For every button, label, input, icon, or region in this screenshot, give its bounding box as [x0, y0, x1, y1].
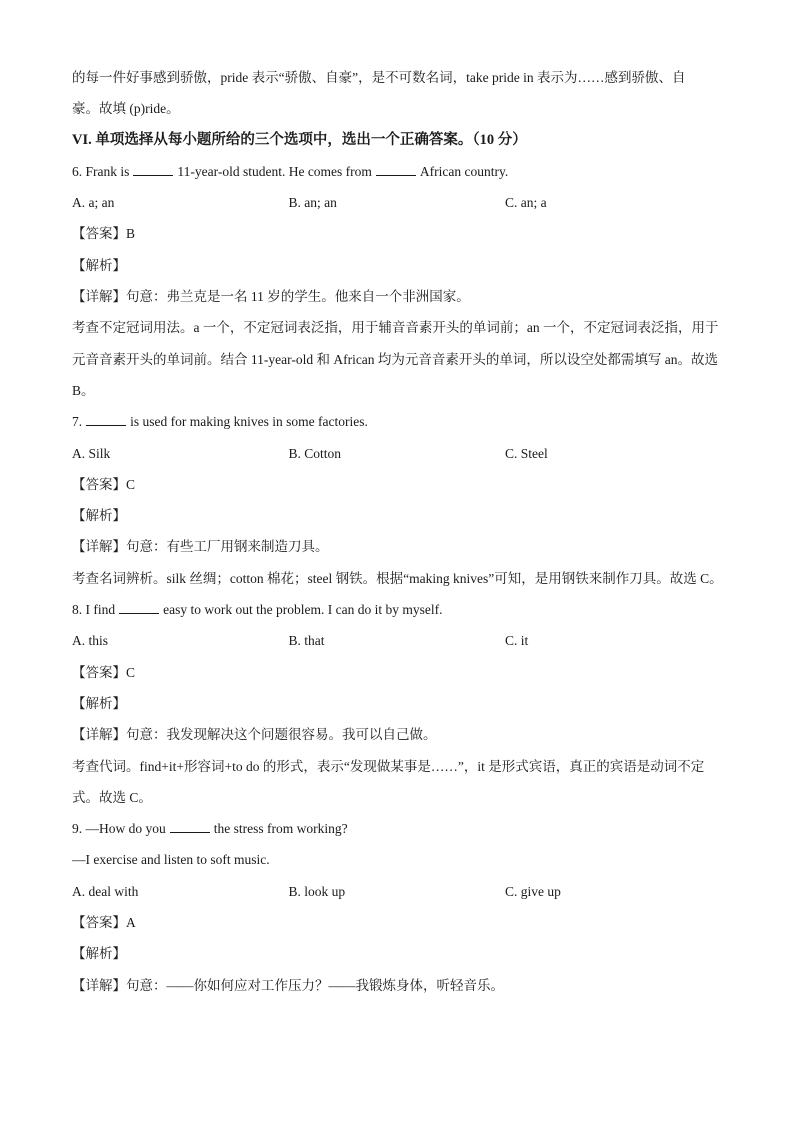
question-7-answer: 【答案】C	[72, 476, 136, 492]
answer-blank	[376, 162, 416, 176]
option-c: C. give up	[505, 883, 561, 899]
question-8-stem: 8. I find easy to work out the problem. I can do it by myself.	[72, 602, 443, 618]
option-b: B. an; an	[288, 195, 337, 211]
option-a: A. a; an	[72, 195, 115, 211]
option-a: A. deal with	[72, 883, 139, 899]
option-a: A. this	[72, 633, 109, 649]
question-9-options	[72, 876, 724, 907]
question-8-answer: 【答案】C	[72, 664, 136, 680]
intro-line-2: 豪。故填 (p)ride。	[72, 101, 180, 117]
question-8-analysis-label: 【解析】	[72, 695, 126, 711]
question-9-stem-reply: —I exercise and listen to soft music.	[72, 852, 270, 868]
question-7-detail: 【详解】句意：有些工厂用钢来制造刀具。	[72, 539, 329, 555]
answer-blank	[119, 600, 159, 614]
question-8-detail: 【详解】句意：我发现解决这个问题很容易。我可以自己做。	[72, 727, 437, 743]
option-c: C. an; a	[505, 195, 547, 211]
question-6-answer: 【答案】B	[72, 226, 136, 242]
question-8-options	[72, 625, 724, 656]
option-c: C. Steel	[505, 445, 548, 461]
option-b: B. look up	[288, 883, 346, 899]
question-9-detail: 【详解】句意：——你如何应对工作压力？——我锻炼身体，听轻音乐。	[72, 977, 504, 993]
answer-blank	[170, 819, 210, 833]
question-6-options	[72, 187, 724, 218]
question-8-explanation: 考查代词。find+it+形容词+to do 的形式，表示“发现做某事是……”，it 是形式宾语，真正的宾语是动词不定式。故选 C。	[72, 758, 705, 805]
question-9-analysis-label: 【解析】	[72, 946, 126, 962]
question-7-options	[72, 438, 724, 469]
answer-blank	[86, 412, 126, 426]
option-b: B. Cotton	[288, 445, 342, 461]
option-b: B. that	[288, 633, 325, 649]
question-9-answer: 【答案】A	[72, 915, 136, 931]
option-a: A. Silk	[72, 445, 111, 461]
question-7-explanation: 考查名词辨析。silk 丝绸；cotton 棉花；steel 钢铁。根据“making knives”可知，是用钢铁来制作刀具。故选 C。	[72, 570, 723, 586]
option-c: C. it	[505, 633, 529, 649]
intro-line-1: 的每一件好事感到骄傲，pride 表示“骄傲、自豪”，是不可数名词，take pride in 表示为……感到骄傲、自	[72, 70, 686, 85]
question-6-stem: 6. Frank is 11-year-old student. He comes from African country.	[72, 163, 509, 179]
question-6-analysis-label: 【解析】	[72, 257, 126, 273]
answer-blank	[133, 162, 173, 176]
section-title: VI. 单项选择从每小题所给的三个选项中，选出一个正确答案。（10 分）	[72, 131, 527, 148]
question-6-explanation: 考查不定冠词用法。a 一个，不定冠词表泛指，用于辅音音素开头的单词前；an 一个，不定冠词表泛指，用于元音音素开头的单词前。结合 11-year-old 和 African 均为元音音素开头的单词，所以设空处都需填写 an。故选 B。	[72, 320, 719, 398]
question-7-analysis-label: 【解析】	[72, 508, 126, 524]
question-6-detail: 【详解】句意：弗兰克是一名 11 岁的学生。他来自一个非洲国家。	[72, 289, 470, 305]
document-page	[72, 62, 724, 1001]
question-9-stem: 9. —How do you the stress from working?	[72, 821, 348, 837]
question-7-stem: 7. is used for making knives in some factories.	[72, 414, 368, 430]
